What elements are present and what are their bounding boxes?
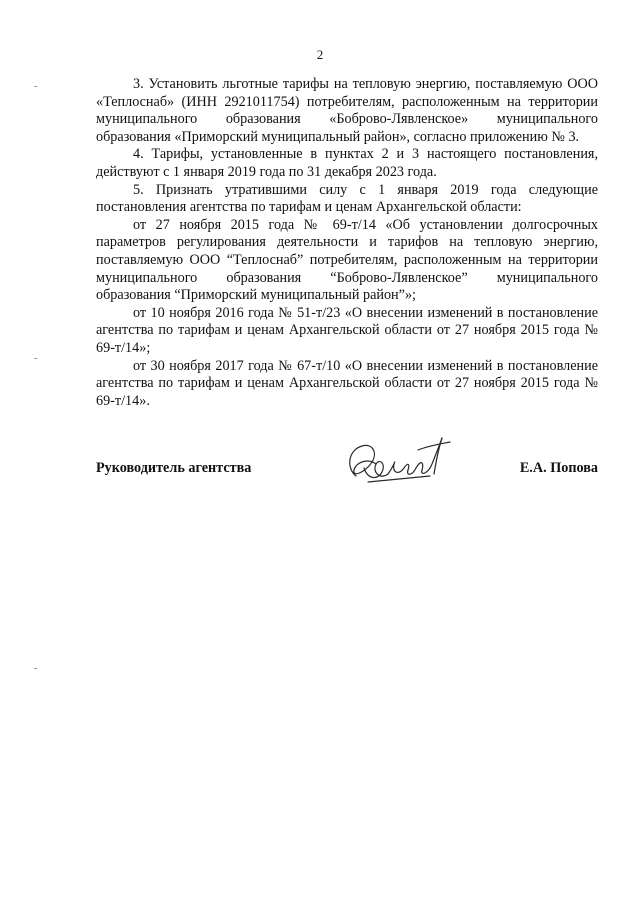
document-body bbox=[96, 76, 598, 410]
margin-mark bbox=[34, 86, 37, 87]
signatory-name: Е.А. Попова bbox=[519, 460, 598, 476]
paragraph-item-3: 3. Установить льготные тарифы на тепловую энергию, поставляемую ООО «Теплоснаб» (ИНН 2921011754) потребителям, расположенным на территории муниципального образования «Боброво-Лявленское» муниципального образования «Приморский муниципальный район», согласно приложению № 3. bbox=[96, 76, 598, 145]
page-number: 2 bbox=[316, 47, 324, 62]
repealed-resolution-2017: от 30 ноября 2017 года № 67-т/10 «О внесении изменений в постановление агентства по тарифам и ценам Архангельской области от 27 ноября 2015 года № 69-т/14». bbox=[96, 357, 598, 409]
paragraph-item-4: 4. Тарифы, установленные в пунктах 2 и 3 настоящего постановления, действуют с 1 января 2019 года по 31 декабря 2023 года. bbox=[96, 146, 598, 180]
repealed-resolution-2016: от 10 ноября 2016 года № 51-т/23 «О внесении изменений в постановление агентства по тарифам и ценам Архангельской области от 27 ноября 2015 года № 69-т/14»; bbox=[96, 304, 598, 356]
handwritten-signature bbox=[338, 428, 458, 498]
repealed-resolution-2015: от 27 ноября 2015 года № 69-т/14 «Об установлении долгосрочных параметров регулирования деятельности и тарифов на тепловую энергию, поставляемую ООО “Теплоснаб” потребителям, расположенным на территории муниципального образования “Боброво-Лявленское” муниципального образования “Приморский муниципальный район”»; bbox=[96, 216, 598, 304]
paragraph-item-5: 5. Признать утратившими силу с 1 января 2019 года следующие постановления агентства по тарифам и ценам Архангельской области: bbox=[96, 181, 598, 216]
signatory-title: Руководитель агентства bbox=[96, 460, 252, 476]
margin-mark bbox=[34, 358, 37, 359]
margin-mark bbox=[34, 668, 37, 669]
